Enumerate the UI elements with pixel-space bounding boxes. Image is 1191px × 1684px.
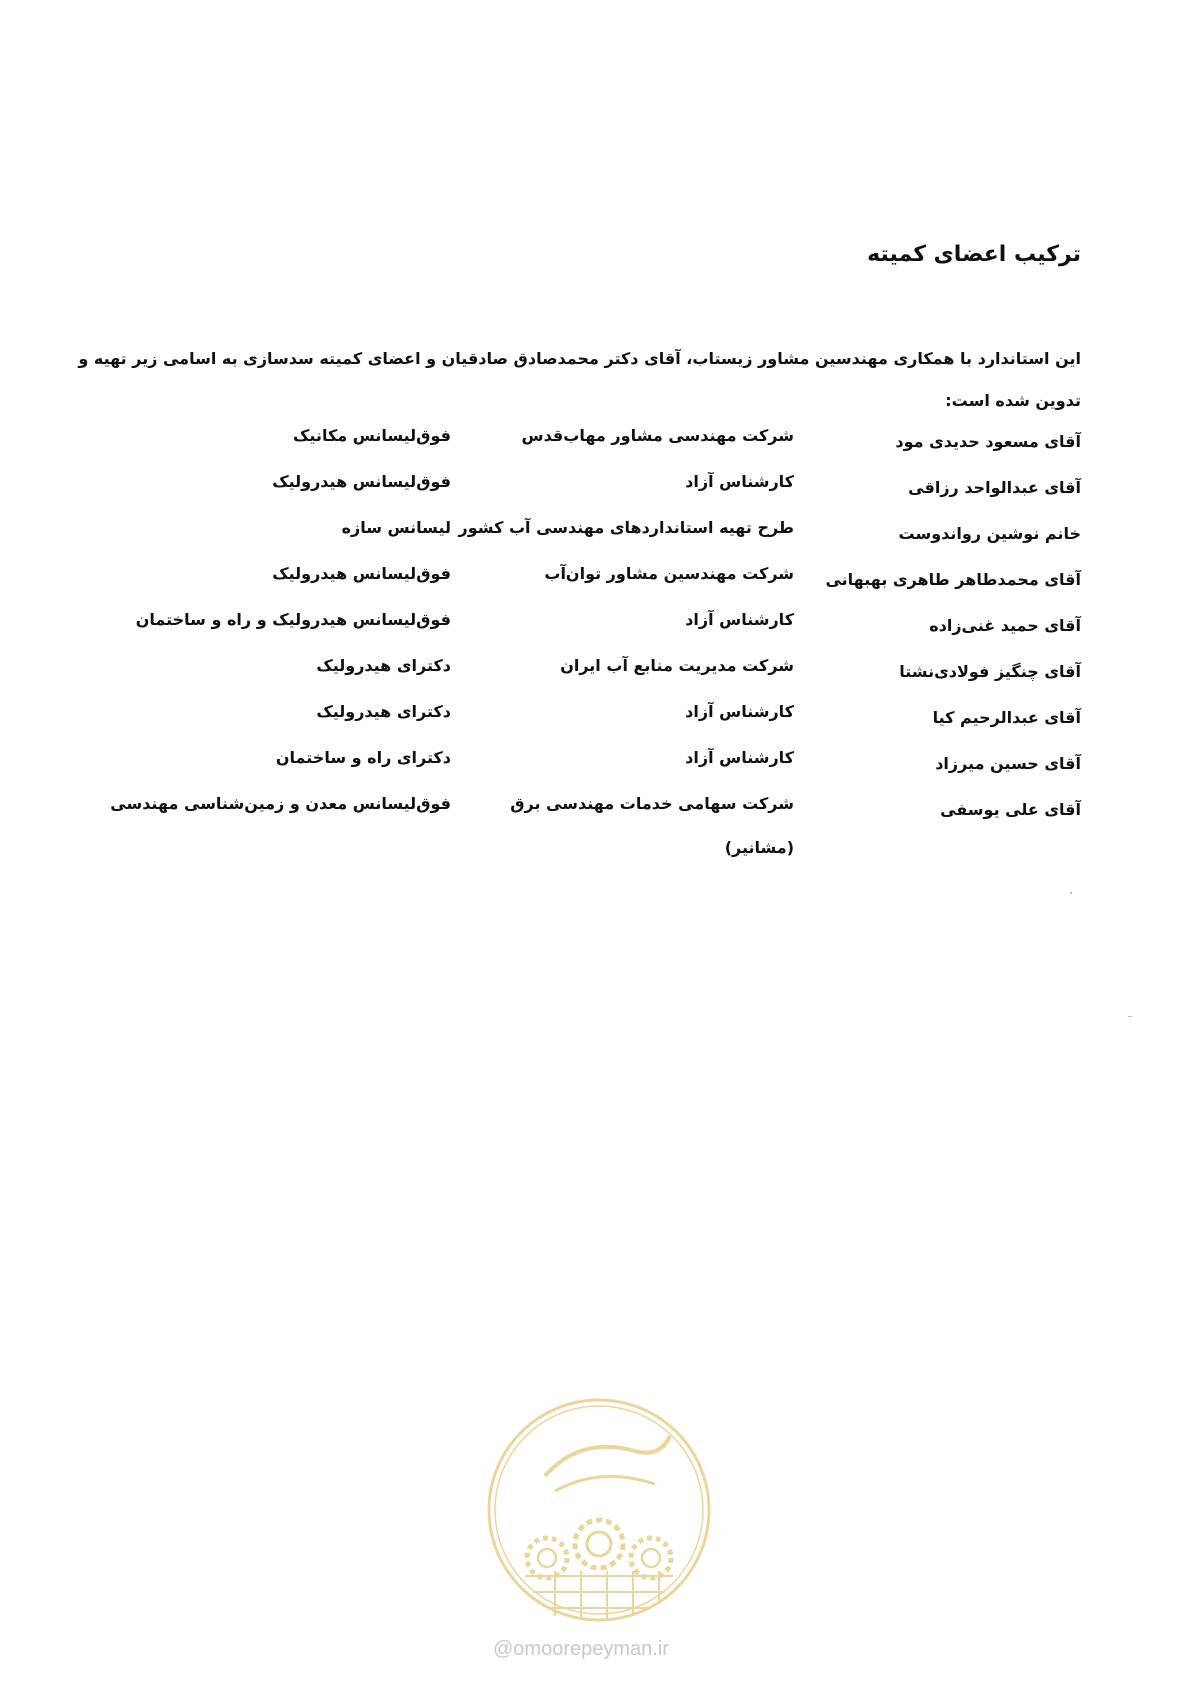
- intro-line-2: تدوین شده است:: [945, 391, 1081, 410]
- member-degree: فوق‌لیسانس هیدرولیک: [272, 564, 451, 583]
- member-degree: فوق‌لیسانس معدن و زمین‌شناسی مهندسی: [110, 794, 451, 813]
- member-name: آقای حمید غنی‌زاده: [929, 616, 1081, 635]
- member-row: [101, 794, 1081, 840]
- member-row: [101, 472, 1081, 518]
- watermark-seal-logo: [485, 1396, 713, 1624]
- intro-paragraph: [78, 338, 1081, 422]
- member-row: [101, 748, 1081, 794]
- member-name: آقای عبدالواحد رزاقی: [908, 478, 1081, 497]
- member-degree: لیسانس سازه: [341, 518, 451, 537]
- member-org: کارشناس آزاد: [685, 748, 794, 767]
- member-degree: فوق‌لیسانس مکانیک: [293, 426, 451, 445]
- member-org: شرکت مدیریت منابع آب ایران: [560, 656, 794, 675]
- member-org: کارشناس آزاد: [685, 472, 794, 491]
- member-degree: فوق‌لیسانس هیدرولیک و راه و ساختمان: [135, 610, 451, 629]
- member-org: شرکت مهندسی مشاور مهاب‌قدس: [521, 426, 794, 445]
- member-degree: فوق‌لیسانس هیدرولیک: [272, 472, 451, 491]
- scan-speck: [1070, 892, 1072, 894]
- member-org: طرح تهیه استانداردهای مهندسی آب کشور: [458, 518, 794, 537]
- member-name: آقای عبدالرحیم کیا: [932, 708, 1081, 727]
- member-name: آقای علی یوسفی: [940, 800, 1081, 819]
- members-list: [101, 426, 1081, 840]
- member-name: آقای چنگیز فولادی‌نشتا: [899, 662, 1081, 681]
- scan-speck: [1128, 1016, 1132, 1017]
- member-degree: دکترای هیدرولیک: [316, 656, 451, 675]
- member-row: [101, 610, 1081, 656]
- member-org: شرکت سهامی خدمات مهندسی برق: [510, 794, 794, 813]
- watermark-site: @omoorepeyman.ir: [493, 1638, 669, 1660]
- intro-line-1: این استاندارد با همکاری مهندسین مشاور زیستاب، آقای دکتر محمدصادق صادقیان و اعضای کمیته سدسازی به اسامی زیر تهیه و: [78, 349, 1081, 368]
- member-row: [101, 564, 1081, 610]
- member-org: کارشناس آزاد: [685, 702, 794, 721]
- member-name: آقای حسین میرزاد: [935, 754, 1081, 773]
- org-continuation: (مشانیر): [724, 838, 794, 857]
- member-row: [101, 702, 1081, 748]
- member-degree: دکترای راه و ساختمان: [275, 748, 451, 767]
- page-title: ترکیب اعضای کمیته: [867, 242, 1081, 267]
- member-name: خانم نوشین رواندوست: [898, 524, 1081, 543]
- member-name: آقای مسعود حدیدی مود: [895, 432, 1081, 451]
- member-row: [101, 426, 1081, 472]
- member-row: [101, 656, 1081, 702]
- member-degree: دکترای هیدرولیک: [316, 702, 451, 721]
- member-org: کارشناس آزاد: [685, 610, 794, 629]
- member-row: [101, 518, 1081, 564]
- member-org: شرکت مهندسین مشاور توان‌آب: [544, 564, 794, 583]
- member-name: آقای محمدطاهر طاهری بهبهانی: [825, 570, 1081, 589]
